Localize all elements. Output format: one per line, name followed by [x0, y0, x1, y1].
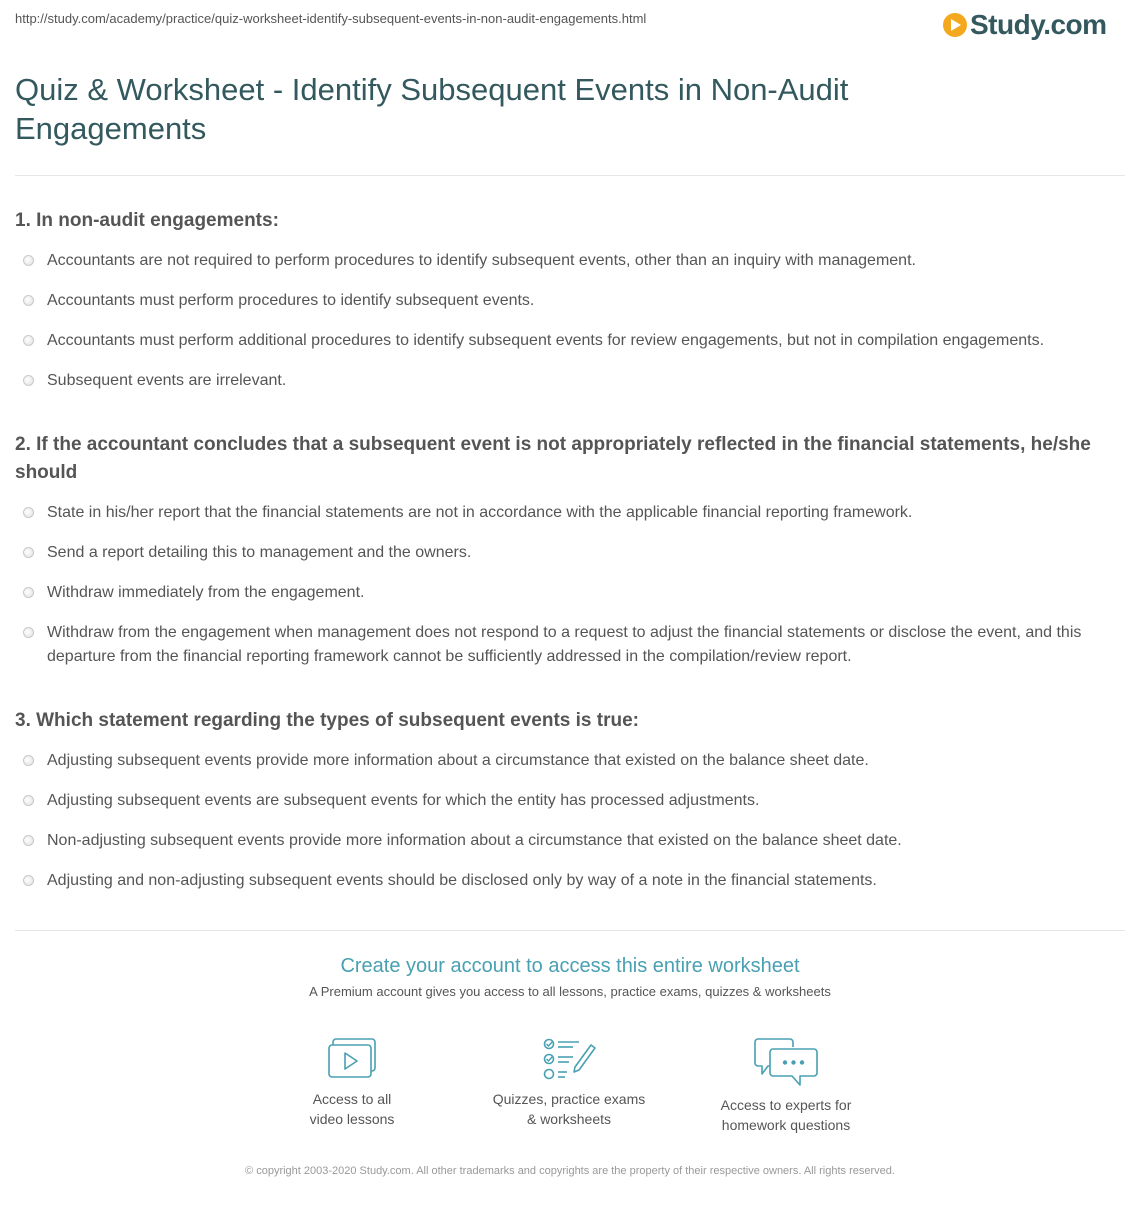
radio-button[interactable]	[23, 587, 34, 598]
answer-text: State in his/her report that the financial statements are not in accordance with the applicable financial reporting framework.	[47, 504, 913, 521]
answer-text: Non-adjusting subsequent events provide more information about a circumstance that existed on the balance sheet date.	[47, 832, 902, 849]
radio-button[interactable]	[23, 375, 34, 386]
answer-option[interactable]	[15, 829, 1130, 853]
feature-label-line1: Access to experts for	[720, 1097, 852, 1113]
answer-text: Accountants are not required to perform procedures to identify subsequent events, other than an inquiry with management.	[47, 252, 916, 269]
radio-button[interactable]	[23, 255, 34, 266]
answer-option[interactable]	[15, 581, 1130, 605]
feature-video-lessons	[257, 1037, 447, 1129]
radio-button[interactable]	[23, 627, 34, 638]
answer-option[interactable]	[15, 289, 1130, 313]
radio-button[interactable]	[23, 795, 34, 806]
radio-button[interactable]	[23, 755, 34, 766]
radio-button[interactable]	[23, 295, 34, 306]
answer-option[interactable]	[15, 749, 1130, 773]
answer-option[interactable]	[15, 621, 1130, 669]
feature-experts	[691, 1037, 881, 1135]
answer-text: Adjusting subsequent events provide more information about a circumstance that existed on the balance sheet date.	[47, 752, 869, 769]
question-text: 3. Which statement regarding the types of subsequent events is true:	[15, 710, 639, 731]
answer-text: Adjusting subsequent events are subsequent events for which the entity has processed adjustments.	[47, 792, 760, 809]
logo-text: Study.com	[970, 9, 1107, 40]
question-3	[15, 707, 1130, 909]
question-text: 1. In non-audit engagements:	[15, 210, 279, 231]
chat-bubbles-icon	[754, 1037, 818, 1087]
answer-option[interactable]	[15, 541, 1130, 565]
answer-option[interactable]	[15, 869, 1130, 893]
answer-text: Send a report detailing this to management and the owners.	[47, 544, 472, 561]
divider	[15, 175, 1125, 176]
feature-label-line2: homework questions	[721, 1117, 851, 1133]
radio-button[interactable]	[23, 335, 34, 346]
answer-option[interactable]	[15, 249, 1130, 273]
video-lessons-icon	[327, 1037, 377, 1081]
answer-option[interactable]	[15, 501, 1130, 525]
page-title: Quiz & Worksheet - Identify Subsequent Events in Non-Audit Engagements	[15, 72, 849, 146]
play-circle-icon	[943, 13, 967, 37]
answer-text: Withdraw from the engagement when management does not respond to a request to adjust the financial statements or disclose the event, and this departure from the financial reporting framework cannot be sufficiently addressed in the compilation/review report.	[47, 624, 1082, 665]
create-account-link[interactable]: Create your account to access this entire worksheet	[340, 955, 800, 977]
answer-text: Accountants must perform additional procedures to identify subsequent events for review engagements, but not in compilation engagements.	[47, 332, 1045, 349]
feature-quizzes	[474, 1037, 664, 1129]
radio-button[interactable]	[23, 547, 34, 558]
feature-label-line2: video lessons	[309, 1111, 395, 1127]
page-url: http://study.com/academy/practice/quiz-worksheet-identify-subsequent-events-in-non-audit-engagements.html	[15, 11, 647, 26]
answer-option[interactable]	[15, 369, 1130, 393]
feature-label-line2: & worksheets	[526, 1111, 612, 1127]
radio-button[interactable]	[23, 875, 34, 886]
answer-text: Subsequent events are irrelevant.	[47, 372, 287, 389]
feature-label-line1: Quizzes, practice exams	[492, 1091, 646, 1107]
divider	[15, 930, 1125, 931]
question-text: 2. If the accountant concludes that a subsequent event is not appropriately reflected in the financial statements, he/she should	[15, 434, 1091, 483]
answer-text: Adjusting and non-adjusting subsequent events should be disclosed only by way of a note in the financial statements.	[47, 872, 877, 889]
answer-option[interactable]	[15, 329, 1130, 353]
answer-text: Withdraw immediately from the engagement.	[47, 584, 365, 601]
question-1	[15, 207, 1130, 409]
radio-button[interactable]	[23, 507, 34, 518]
question-2	[15, 431, 1130, 685]
copyright-notice: © copyright 2003-2020 Study.com. All other trademarks and copyrights are the property of their respective owners. All rights reserved.	[245, 1165, 895, 1177]
cta-subtitle: A Premium account gives you access to all lessons, practice exams, quizzes & worksheets	[309, 984, 831, 999]
answer-text: Accountants must perform procedures to identify subsequent events.	[47, 292, 535, 309]
feature-label-line1: Access to all	[312, 1091, 392, 1107]
answer-option[interactable]	[15, 789, 1130, 813]
quiz-checklist-icon	[541, 1037, 597, 1081]
radio-button[interactable]	[23, 835, 34, 846]
study-logo[interactable]	[943, 8, 1107, 42]
